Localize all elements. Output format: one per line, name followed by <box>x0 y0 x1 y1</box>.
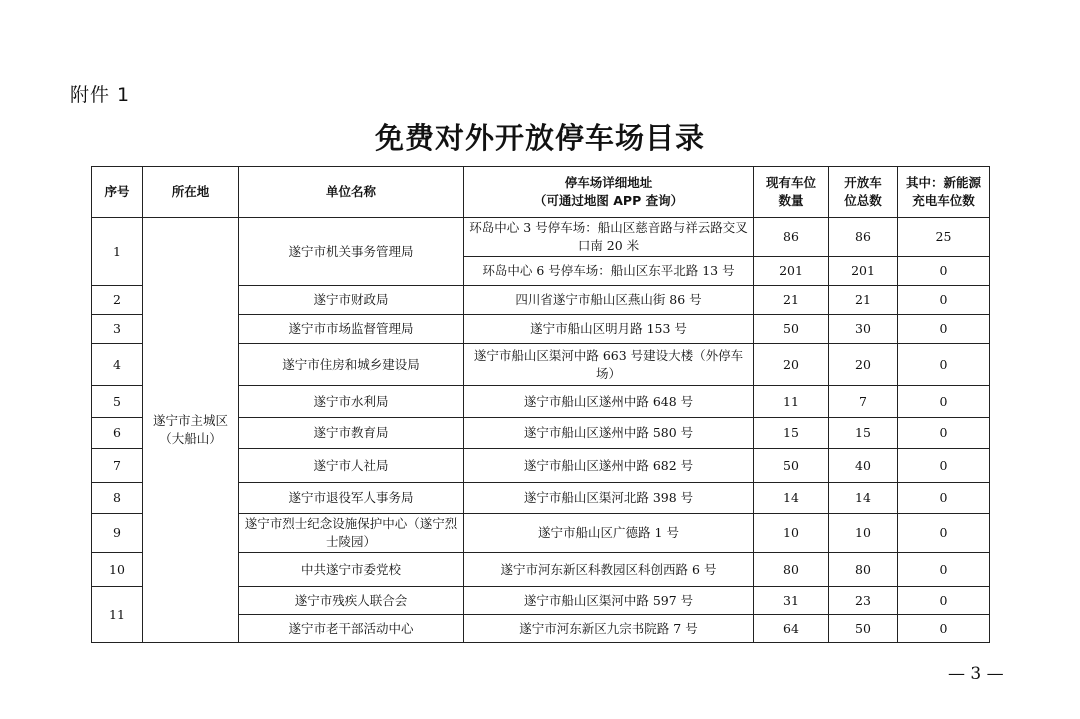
header-open-line2: 位总数 <box>844 193 882 208</box>
table-row <box>92 218 990 257</box>
page-number: — 3 — <box>948 664 1004 684</box>
cell-ev: 0 <box>898 315 990 344</box>
cell-seq: 1 <box>92 218 143 286</box>
cell-spaces: 86 <box>754 218 829 257</box>
cell-spaces: 80 <box>754 553 829 587</box>
cell-spaces: 21 <box>754 286 829 315</box>
cell-open: 40 <box>829 449 898 483</box>
cell-address: 四川省遂宁市船山区燕山街 86 号 <box>464 286 754 315</box>
cell-unit: 遂宁市人社局 <box>239 449 464 483</box>
header-unit: 单位名称 <box>239 167 464 218</box>
cell-ev: 0 <box>898 449 990 483</box>
cell-open: 86 <box>829 218 898 257</box>
cell-ev: 0 <box>898 418 990 449</box>
cell-spaces: 15 <box>754 418 829 449</box>
header-ev <box>898 167 990 218</box>
cell-spaces: 31 <box>754 587 829 615</box>
cell-open: 23 <box>829 587 898 615</box>
header-address-line1: 停车场详细地址 <box>564 175 653 190</box>
cell-seq: 6 <box>92 418 143 449</box>
cell-address: 遂宁市船山区渠河北路 398 号 <box>464 483 754 514</box>
cell-unit: 遂宁市财政局 <box>239 286 464 315</box>
header-spaces-line1: 现有车位 <box>765 175 816 190</box>
cell-address: 遂宁市船山区遂州中路 648 号 <box>464 386 754 418</box>
cell-spaces: 10 <box>754 514 829 553</box>
cell-ev: 0 <box>898 587 990 615</box>
cell-seq: 7 <box>92 449 143 483</box>
cell-open: 20 <box>829 344 898 386</box>
cell-seq: 4 <box>92 344 143 386</box>
cell-open: 21 <box>829 286 898 315</box>
cell-address: 遂宁市船山区遂州中路 682 号 <box>464 449 754 483</box>
cell-address: 遂宁市船山区渠河中路 597 号 <box>464 587 754 615</box>
cell-address: 遂宁市河东新区科教园区科创西路 6 号 <box>464 553 754 587</box>
header-spaces-line2: 数量 <box>778 193 804 208</box>
header-spaces <box>754 167 829 218</box>
header-ev-line1: 其中：新能源 <box>905 175 981 190</box>
cell-spaces: 50 <box>754 449 829 483</box>
cell-address: 遂宁市河东新区九宗书院路 7 号 <box>464 615 754 643</box>
cell-spaces: 64 <box>754 615 829 643</box>
cell-location: 遂宁市主城区（大船山） <box>143 218 239 643</box>
cell-open: 80 <box>829 553 898 587</box>
cell-open: 14 <box>829 483 898 514</box>
cell-seq: 10 <box>92 553 143 587</box>
header-address <box>464 167 754 218</box>
header-open-line1: 开放车 <box>844 175 882 190</box>
cell-unit: 遂宁市水利局 <box>239 386 464 418</box>
cell-address: 遂宁市船山区遂州中路 580 号 <box>464 418 754 449</box>
attachment-label: 附件 1 <box>70 84 131 106</box>
cell-ev: 0 <box>898 257 990 286</box>
cell-ev: 25 <box>898 218 990 257</box>
cell-unit: 遂宁市残疾人联合会 <box>239 587 464 615</box>
cell-ev: 0 <box>898 553 990 587</box>
cell-ev: 0 <box>898 483 990 514</box>
cell-ev: 0 <box>898 286 990 315</box>
cell-unit: 遂宁市烈士纪念设施保护中心（遂宁烈士陵园） <box>239 514 464 553</box>
header-location: 所在地 <box>143 167 239 218</box>
cell-ev: 0 <box>898 344 990 386</box>
cell-spaces: 201 <box>754 257 829 286</box>
cell-spaces: 14 <box>754 483 829 514</box>
cell-ev: 0 <box>898 615 990 643</box>
cell-seq: 8 <box>92 483 143 514</box>
header-seq: 序号 <box>92 167 143 218</box>
cell-address: 遂宁市船山区广德路 1 号 <box>464 514 754 553</box>
cell-unit: 遂宁市住房和城乡建设局 <box>239 344 464 386</box>
cell-spaces: 50 <box>754 315 829 344</box>
cell-unit: 遂宁市老干部活动中心 <box>239 615 464 643</box>
cell-spaces: 20 <box>754 344 829 386</box>
cell-seq: 5 <box>92 386 143 418</box>
cell-address: 环岛中心 6 号停车场：船山区东平北路 13 号 <box>464 257 754 286</box>
cell-open: 15 <box>829 418 898 449</box>
cell-address: 环岛中心 3 号停车场：船山区慈音路与祥云路交叉口南 20 米 <box>464 218 754 257</box>
cell-address: 遂宁市船山区渠河中路 663 号建设大楼（外停车场） <box>464 344 754 386</box>
cell-seq: 11 <box>92 587 143 643</box>
cell-open: 30 <box>829 315 898 344</box>
header-open <box>829 167 898 218</box>
cell-unit: 中共遂宁市委党校 <box>239 553 464 587</box>
cell-seq: 2 <box>92 286 143 315</box>
table-header-row <box>92 167 990 218</box>
cell-open: 201 <box>829 257 898 286</box>
cell-open: 10 <box>829 514 898 553</box>
cell-ev: 0 <box>898 386 990 418</box>
header-ev-line2: 充电车位数 <box>912 193 975 208</box>
cell-open: 50 <box>829 615 898 643</box>
cell-seq: 3 <box>92 315 143 344</box>
cell-open: 7 <box>829 386 898 418</box>
cell-address: 遂宁市船山区明月路 153 号 <box>464 315 754 344</box>
cell-unit: 遂宁市机关事务管理局 <box>239 218 464 286</box>
cell-unit: 遂宁市市场监督管理局 <box>239 315 464 344</box>
cell-ev: 0 <box>898 514 990 553</box>
cell-seq: 9 <box>92 514 143 553</box>
header-address-line2: （可通过地图 APP 查询） <box>533 193 684 208</box>
parking-lot-table <box>91 166 990 643</box>
cell-spaces: 11 <box>754 386 829 418</box>
document-title: 免费对外开放停车场目录 <box>374 121 705 155</box>
cell-unit: 遂宁市退役军人事务局 <box>239 483 464 514</box>
cell-unit: 遂宁市教育局 <box>239 418 464 449</box>
